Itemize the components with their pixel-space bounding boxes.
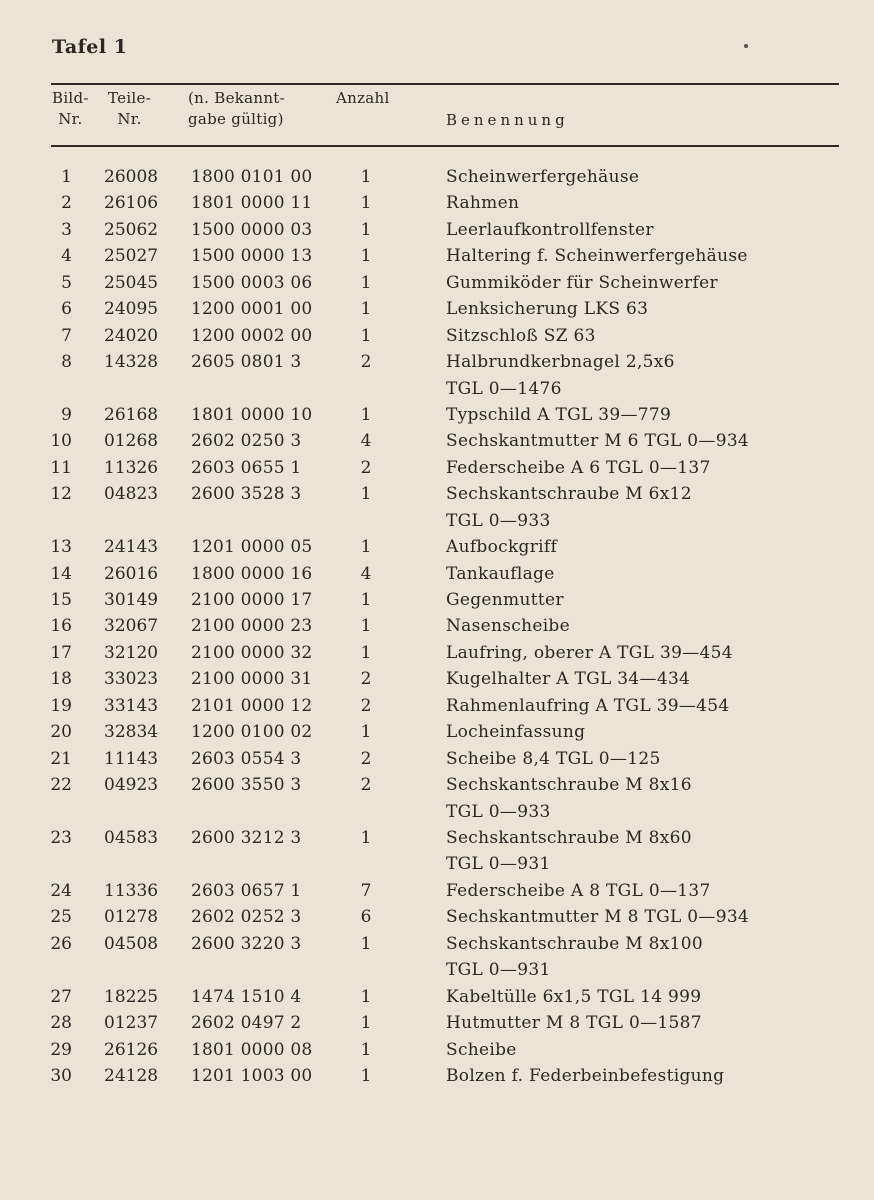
table-row: [0, 349, 874, 402]
reference-number: 1801 0000 08: [191, 1039, 313, 1060]
table-row: [0, 190, 874, 216]
part-number: 24128: [104, 1065, 159, 1086]
reference-number: 1500 0003 06: [191, 272, 313, 293]
reference-number: 2605 0801 3: [191, 352, 302, 373]
part-number: 04583: [104, 827, 159, 848]
part-number: 14328: [104, 352, 159, 373]
part-name-continuation: TGL 0—931: [446, 960, 551, 981]
part-number: 25062: [104, 219, 159, 240]
reference-number: 2600 3220 3: [191, 933, 302, 954]
row-number: 9: [61, 404, 72, 425]
row-number: 20: [50, 722, 72, 743]
part-name: Rahmenlaufring A TGL 39—454: [446, 695, 730, 716]
part-name: Sechskantschraube M 6x12: [446, 484, 692, 505]
table-row: [0, 217, 874, 243]
part-number: 30149: [104, 590, 159, 611]
quantity: 1: [360, 272, 372, 293]
header-bild-line1: Bild-: [52, 89, 89, 107]
part-number: 32834: [104, 722, 159, 743]
table-row: [0, 931, 874, 984]
quantity: 1: [360, 404, 372, 425]
ink-speck: [744, 44, 748, 48]
quantity: 1: [360, 1013, 372, 1034]
reference-number: 1474 1510 4: [191, 986, 302, 1007]
reference-number: 1200 0100 02: [191, 722, 313, 743]
table-row: [0, 693, 874, 719]
quantity: 1: [360, 484, 372, 505]
reference-number: 2602 0252 3: [191, 907, 302, 928]
part-number: 11336: [104, 880, 159, 901]
table-row: [0, 296, 874, 322]
page-title: Tafel 1: [52, 36, 128, 58]
part-name: Aufbockgriff: [446, 537, 558, 558]
reference-number: 2101 0000 12: [191, 695, 313, 716]
reference-number: 2602 0497 2: [191, 1013, 302, 1034]
reference-number: 2602 0250 3: [191, 431, 302, 452]
table-row: [0, 243, 874, 269]
reference-number: 2600 3528 3: [191, 484, 302, 505]
row-number: 5: [61, 272, 72, 293]
part-number: 26106: [104, 193, 159, 214]
row-number: 13: [50, 537, 72, 558]
reference-number: 1801 0000 10: [191, 404, 313, 425]
row-number: 8: [61, 352, 72, 373]
row-number: 26: [50, 933, 72, 954]
table-row: [0, 587, 874, 613]
part-number: 24143: [104, 537, 159, 558]
part-name: Laufring, oberer A TGL 39—454: [446, 642, 733, 663]
header-benennung: Benennung: [446, 111, 569, 129]
part-name: Kabeltülle 6x1,5 TGL 14 999: [446, 986, 702, 1007]
header-teile-line2: Nr.: [117, 110, 142, 128]
table-row: [0, 825, 874, 878]
part-name: Hutmutter M 8 TGL 0—1587: [446, 1013, 702, 1034]
header-bild-line2: Nr.: [58, 110, 83, 128]
row-number: 23: [50, 827, 72, 848]
part-name: Federscheibe A 6 TGL 0—137: [446, 457, 711, 478]
row-number: 6: [61, 299, 72, 320]
quantity: 4: [360, 431, 372, 452]
part-number: 33143: [104, 695, 159, 716]
quantity: 1: [360, 193, 372, 214]
table-row: [0, 1037, 874, 1063]
table-row: [0, 1063, 874, 1089]
part-name: Scheinwerfergehäuse: [446, 167, 640, 187]
quantity: 1: [360, 616, 372, 637]
row-number: 16: [50, 616, 72, 637]
header-bekanntgabe-line2: gabe gültig): [188, 110, 284, 128]
table-row: [0, 1010, 874, 1036]
table-row: [0, 746, 874, 772]
part-name: Lenksicherung LKS 63: [446, 299, 649, 320]
part-number: 25027: [104, 246, 159, 267]
table-row: [0, 772, 874, 825]
quantity: 2: [360, 457, 372, 478]
part-name-continuation: TGL 0—933: [446, 801, 551, 822]
part-name: Sechskantschraube M 8x16: [446, 775, 692, 796]
header-anzahl: Anzahl: [336, 89, 390, 107]
header-bild-nr: [52, 88, 89, 130]
reference-number: 2100 0000 17: [191, 590, 313, 611]
table-row: [0, 428, 874, 454]
part-number: 18225: [104, 986, 159, 1007]
row-number: 30: [50, 1065, 72, 1086]
row-number: 12: [50, 484, 72, 505]
part-name: Nasenscheibe: [446, 616, 570, 637]
part-number: 24095: [104, 299, 159, 320]
part-number: 26008: [104, 167, 159, 187]
row-number: 7: [61, 325, 72, 346]
quantity: 1: [360, 537, 372, 558]
table-row: [0, 640, 874, 666]
quantity: 1: [360, 1065, 372, 1086]
quantity: 1: [360, 642, 372, 663]
row-number: 29: [50, 1039, 72, 1060]
quantity: 2: [360, 748, 372, 769]
quantity: 2: [360, 669, 372, 690]
table-row: [0, 984, 874, 1010]
row-number: 28: [50, 1013, 72, 1034]
quantity: 1: [360, 167, 372, 187]
quantity: 6: [360, 907, 372, 928]
part-name: Sechskantmutter M 6 TGL 0—934: [446, 431, 750, 452]
row-number: 4: [61, 246, 72, 267]
part-name: Locheinfassung: [446, 722, 586, 743]
reference-number: 2600 3212 3: [191, 827, 302, 848]
quantity: 1: [360, 325, 372, 346]
part-name-continuation: TGL 0—931: [446, 854, 551, 875]
reference-number: 1500 0000 03: [191, 219, 313, 240]
part-name: Halbrundkerbnagel 2,5x6: [446, 352, 675, 373]
header-teile-line1: Teile-: [108, 89, 152, 107]
quantity: 1: [360, 299, 372, 320]
quantity: 4: [360, 563, 372, 584]
part-name: Scheibe 8,4 TGL 0—125: [446, 748, 661, 769]
table-row: [0, 561, 874, 587]
part-name: Federscheibe A 8 TGL 0—137: [446, 880, 711, 901]
part-name: Scheibe: [446, 1039, 517, 1060]
part-name: Gegenmutter: [446, 590, 564, 611]
quantity: 7: [360, 880, 372, 901]
table-row: [0, 481, 874, 534]
table-row: [0, 534, 874, 560]
part-name: Tankauflage: [446, 563, 555, 584]
part-number: 32120: [104, 642, 159, 663]
reference-number: 1200 0001 00: [191, 299, 313, 320]
part-number: 26126: [104, 1039, 159, 1060]
header-bekanntgabe: [188, 88, 285, 130]
table-row: [0, 719, 874, 745]
row-number: 11: [50, 457, 72, 478]
quantity: 1: [360, 219, 372, 240]
part-number: 11326: [104, 457, 159, 478]
part-number: 26016: [104, 563, 159, 584]
quantity: 1: [360, 986, 372, 1007]
table-row: [0, 323, 874, 349]
quantity: 1: [360, 246, 372, 267]
part-name: Sechskantschraube M 8x60: [446, 827, 692, 848]
row-number: 18: [50, 669, 72, 690]
reference-number: 1800 0101 00: [191, 167, 313, 187]
header-bottom-rule: [51, 145, 839, 147]
part-name: Typschild A TGL 39—779: [446, 404, 672, 425]
part-name: Sitzschloß SZ 63: [446, 325, 596, 346]
reference-number: 2603 0554 3: [191, 748, 302, 769]
row-number: 19: [50, 695, 72, 716]
part-number: 04823: [104, 484, 159, 505]
row-number: 1: [61, 167, 72, 187]
quantity: 1: [360, 722, 372, 743]
reference-number: 2603 0655 1: [191, 457, 302, 478]
reference-number: 1201 1003 00: [191, 1065, 313, 1086]
part-name: Bolzen f. Federbeinbefestigung: [446, 1065, 725, 1086]
reference-number: 1801 0000 11: [191, 193, 313, 214]
quantity: 1: [360, 827, 372, 848]
table-row: [0, 904, 874, 930]
table-row: [0, 270, 874, 296]
row-number: 2: [61, 193, 72, 214]
part-number: 04508: [104, 933, 159, 954]
part-name: Sechskantschraube M 8x100: [446, 933, 704, 954]
table-row: [0, 613, 874, 639]
reference-number: 1800 0000 16: [191, 563, 313, 584]
header-teile-nr: [108, 88, 151, 130]
part-number: 01268: [104, 431, 159, 452]
table-row: [0, 164, 874, 190]
row-number: 25: [50, 907, 72, 928]
table-row: [0, 402, 874, 428]
parts-table: [0, 164, 874, 1089]
quantity: 2: [360, 775, 372, 796]
row-number: 17: [50, 642, 72, 663]
part-name: Leerlaufkontrollfenster: [446, 219, 654, 240]
part-number: 33023: [104, 669, 159, 690]
part-number: 24020: [104, 325, 159, 346]
row-number: 21: [50, 748, 72, 769]
part-name-continuation: TGL 0—1476: [446, 378, 562, 399]
row-number: 3: [61, 219, 72, 240]
table-row: [0, 666, 874, 692]
part-number: 32067: [104, 616, 159, 637]
reference-number: 2600 3550 3: [191, 775, 302, 796]
row-number: 24: [50, 880, 72, 901]
quantity: 2: [360, 695, 372, 716]
part-number: 26168: [104, 404, 159, 425]
row-number: 15: [50, 590, 72, 611]
part-name: Sechskantmutter M 8 TGL 0—934: [446, 907, 750, 928]
header-top-rule: [51, 83, 839, 85]
table-row: [0, 455, 874, 481]
quantity: 2: [360, 352, 372, 373]
header-bekanntgabe-line1: (n. Bekannt-: [188, 89, 285, 107]
row-number: 27: [50, 986, 72, 1007]
row-number: 22: [50, 775, 72, 796]
quantity: 1: [360, 590, 372, 611]
quantity: 1: [360, 933, 372, 954]
reference-number: 2100 0000 31: [191, 669, 313, 690]
reference-number: 1500 0000 13: [191, 246, 313, 267]
part-name: Haltering f. Scheinwerfergehäuse: [446, 246, 748, 267]
part-number: 04923: [104, 775, 159, 796]
part-number: 25045: [104, 272, 159, 293]
quantity: 1: [360, 1039, 372, 1060]
part-name: Gummiköder für Scheinwerfer: [446, 272, 718, 293]
reference-number: 2100 0000 32: [191, 642, 313, 663]
row-number: 10: [50, 431, 72, 452]
part-name: Kugelhalter A TGL 34—434: [446, 669, 691, 690]
table-row: [0, 878, 874, 904]
part-name-continuation: TGL 0—933: [446, 510, 551, 531]
reference-number: 2603 0657 1: [191, 880, 302, 901]
reference-number: 2100 0000 23: [191, 616, 313, 637]
reference-number: 1201 0000 05: [191, 537, 313, 558]
row-number: 14: [50, 563, 72, 584]
part-number: 01237: [104, 1013, 159, 1034]
part-number: 01278: [104, 907, 159, 928]
part-number: 11143: [104, 748, 159, 769]
part-name: Rahmen: [446, 193, 520, 214]
reference-number: 1200 0002 00: [191, 325, 313, 346]
